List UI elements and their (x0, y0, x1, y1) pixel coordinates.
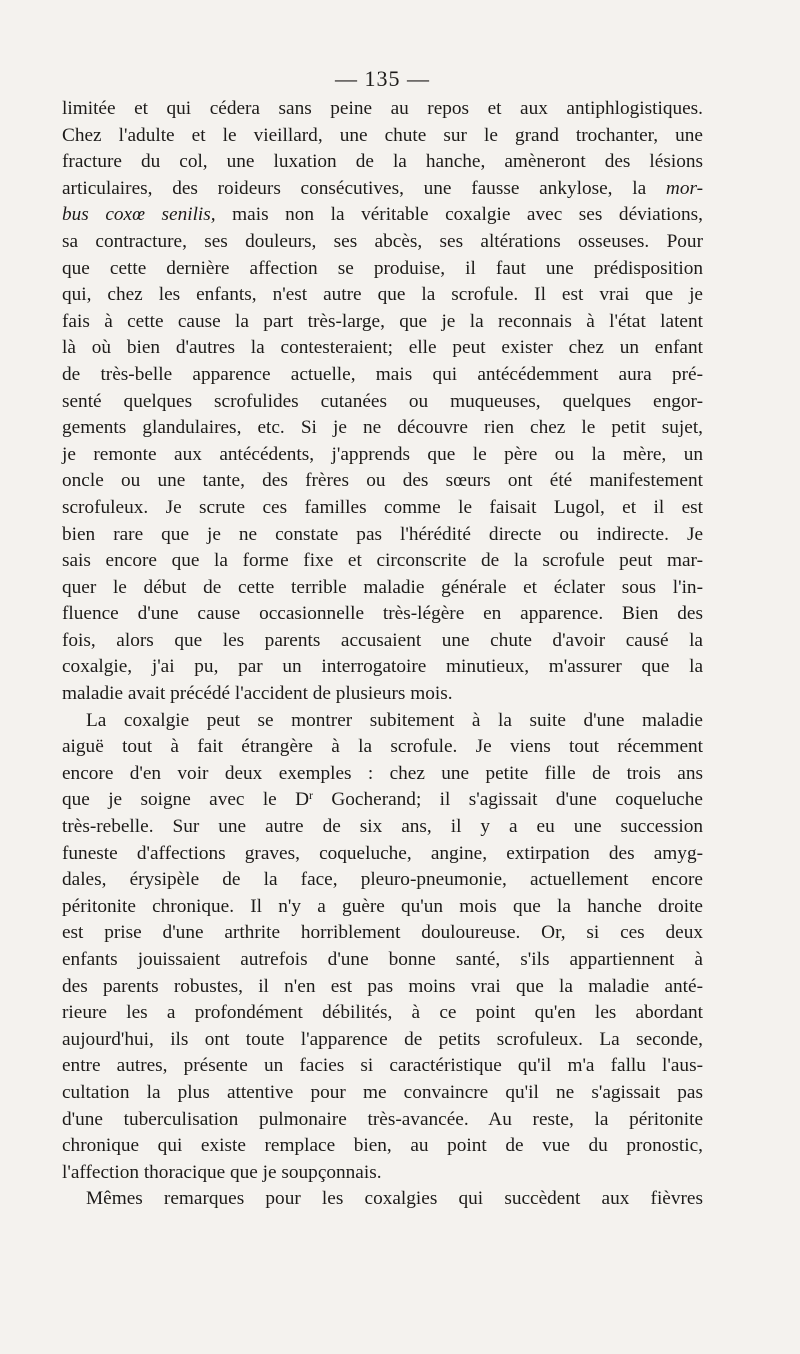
text-line: coxalgie, j'ai pu, par un interrogatoire minutieux, m'assurer que la (62, 656, 703, 678)
text-line: que cette dernière affection se produise, il faut une prédisposition (62, 257, 703, 279)
text-line: quer le début de cette terrible maladie générale et éclater sous l'in- (62, 576, 703, 598)
text-line: dales, érysipèle de la face, pleuro-pneumonie, actuellement encore (62, 869, 703, 891)
text-fragment: mais non la véritable coxalgie avec ses déviations, (215, 204, 703, 226)
paragraph-2 (62, 708, 703, 1187)
text-line: sais encore que la forme fixe et circonscrite de la scrofule peut mar- (62, 550, 703, 572)
text-fragment: que je soigne avec le D (62, 789, 310, 811)
text-line: est prise d'une arthrite horriblement douloureuse. Or, si ces deux (62, 922, 703, 944)
text-line: très-rebelle. Sur une autre de six ans, il y a eu une succession (62, 816, 703, 838)
text-line: aujourd'hui, ils ont toute l'apparence de petits scrofuleux. La seconde, (62, 1028, 703, 1050)
text-line: sa contracture, ses douleurs, ses abcès, ses altérations osseuses. Pour (62, 230, 703, 252)
text-line: Chez l'adulte et le vieillard, une chute sur le grand trochanter, une (62, 124, 703, 146)
text-line: rieure les a profondément débilités, à ce point qu'en les abordant (62, 1002, 703, 1024)
text-line: bien rare que je ne constate pas l'hérédité directe ou indirecte. Je (62, 523, 703, 545)
italic-fragment: mor- (665, 177, 703, 199)
text-line: gements glandulaires, etc. Si je ne découvre rien chez le petit sujet, (62, 417, 703, 439)
text-line: scrofuleux. Je scrute ces familles comme le faisait Lugol, et il est (62, 496, 703, 518)
text-line: La coxalgie peut se montrer subitement à la suite d'une maladie (86, 709, 703, 731)
text-line: Mêmes remarques pour les coxalgies qui succèdent aux fièvres (86, 1188, 703, 1210)
text-line: fois, alors que les parents accusaient une chute d'avoir causé la (62, 629, 703, 651)
page-number: — 135 — (335, 66, 430, 91)
text-line (62, 202, 703, 229)
text-line: de très-belle apparence actuelle, mais qui antécédemment aura pré- (62, 363, 703, 385)
text-line: des parents robustes, il n'en est pas moins vrai que la maladie anté- (62, 975, 703, 997)
superscript: r (309, 788, 314, 803)
text-line: là où bien d'autres la contesteraient; elle peut exister chez un enfant (62, 337, 703, 359)
text-line: maladie avait précédé l'accident de plusieurs mois. (62, 683, 453, 705)
text-line: cultation la plus attentive pour me convaincre qu'il ne s'agissait pas (62, 1081, 703, 1103)
text-line: qui, chez les enfants, n'est autre que la scrofule. Il est vrai que je (62, 284, 703, 306)
text-line: d'une tuberculisation pulmonaire très-avancée. Au reste, la péritonite (62, 1108, 703, 1130)
text-line: limitée et qui cédera sans peine au repos et aux antiphlogistiques. (62, 98, 703, 119)
text-line: l'affection thoracique que je soupçonnais. (62, 1161, 382, 1183)
text-line: entre autres, présente un facies si caractéristique qu'il m'a fallu l'aus- (62, 1055, 703, 1077)
text-line: funeste d'affections graves, coqueluche, angine, extirpation des amyg- (62, 842, 703, 864)
text-line: fracture du col, une luxation de la hanche, amèneront des lésions (62, 151, 703, 173)
text-line: encore d'en voir deux exemples : chez une petite fille de trois ans (62, 762, 703, 784)
text-line: je remonte aux antécédents, j'apprends que le père ou la mère, un (62, 443, 703, 465)
text-fragment: articulaires, des roideurs consécutives, une fausse ankylose, la (62, 177, 647, 199)
text-line (62, 176, 703, 203)
paragraph-1 (62, 96, 703, 708)
text-line: chronique qui existe remplace bien, au point de vue du pronostic, (62, 1135, 703, 1157)
text-line: péritonite chronique. Il n'y a guère qu'un mois que la hanche droite (62, 895, 703, 917)
text-line: fluence d'une cause occasionnelle très-légère en apparence. Bien des (62, 603, 703, 625)
text-line: enfants jouissaient autrefois d'une bonne santé, s'ils appartiennent à (62, 949, 703, 970)
paragraph-3 (62, 1186, 703, 1213)
text-line (62, 787, 703, 814)
text-line: aiguë tout à fait étrangère à la scrofule. Je viens tout récemment (62, 736, 703, 758)
text-line: oncle ou une tante, des frères ou des sœurs ont été manifestement (62, 470, 703, 492)
text-fragment: Gocherand; il s'agissait d'une coqueluche (313, 789, 703, 811)
italic-fragment: bus coxœ senilis, (62, 204, 216, 226)
text-line: fais à cette cause la part très-large, que je la reconnais à l'état latent (62, 310, 703, 332)
text-line: senté quelques scrofulides cutanées ou muqueuses, quelques engor- (62, 390, 703, 412)
